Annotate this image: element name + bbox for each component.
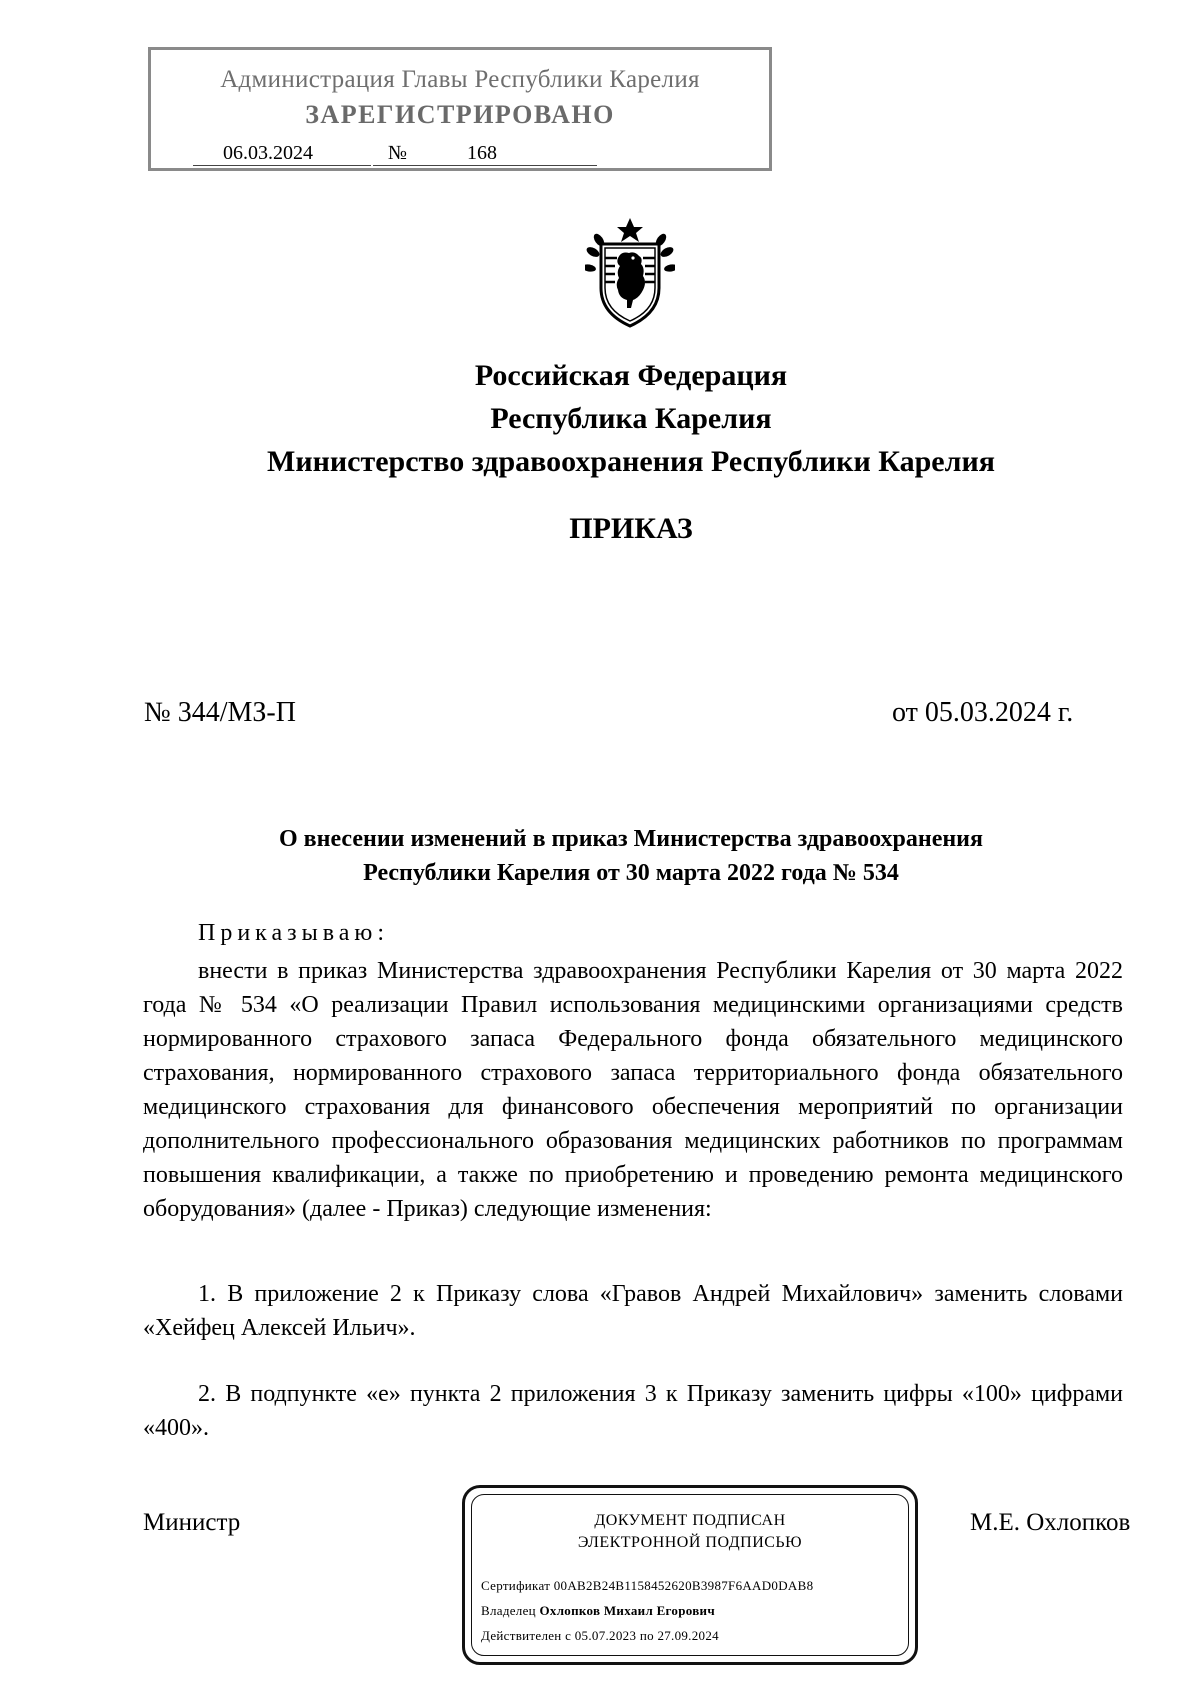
registration-number: 168 xyxy=(467,142,497,164)
order-item-1: 1. В приложение 2 к Приказу слова «Гравов Андрей Михайлович» заменить словами «Хейфец Алексей Ильич». xyxy=(143,1281,1123,1341)
esig-valid-to-label: по xyxy=(639,1628,654,1643)
esig-owner-label: Владелец xyxy=(481,1603,536,1618)
order-item-2: 2. В подпункте «е» пункта 2 приложения 3 к Приказу заменить цифры «100» цифрами «400». xyxy=(143,1381,1123,1441)
esig-valid-to: 27.09.2024 xyxy=(657,1628,719,1643)
document-type: ПРИКАЗ xyxy=(569,512,693,545)
header-ministry: Министерство здравоохранения Республики Карелия xyxy=(267,445,995,478)
header-country: Российская Федерация xyxy=(474,359,788,392)
registration-stamp xyxy=(148,47,772,171)
esig-certificate-label: Сертификат xyxy=(481,1578,551,1593)
esig-owner xyxy=(481,1603,715,1619)
esig-valid-from: 05.07.2023 xyxy=(574,1628,637,1643)
registration-date: 06.03.2024 xyxy=(223,142,313,164)
esig-owner-value: Охлопков Михаил Егорович xyxy=(539,1603,715,1618)
order-main-paragraph: внести в приказ Министерства здравоохранения Республики Карелия от 30 марта 2022 года № 534 «О реализации Правил использования медицинскими организациями средств нормированного страхового запаса Федерального фонда обязательного медицинского страхования, нормированного страхового запаса территориального фонда обязательного медицинского страхования для финансового обеспечения мероприятий по организации дополнительного профессионального образования медицинских работников по программам повышения квалификации, а также по приобретению и проведению ремонта медицинского оборудования» (далее - Приказ) следующие изменения: xyxy=(143,958,1123,1222)
document-date: от 05.03.2024 г. xyxy=(892,697,1074,728)
registration-number-field xyxy=(407,142,597,166)
registration-authority: Администрация Главы Республики Карелия xyxy=(220,66,700,93)
esig-title-line-1: ДОКУМЕНТ ПОДПИСАН xyxy=(594,1512,786,1529)
document-number: № 344/МЗ-П xyxy=(144,697,296,728)
document-subject xyxy=(0,822,1200,890)
esig-validity xyxy=(481,1628,719,1644)
signatory-name: М.Е. Охлопков xyxy=(970,1509,1131,1536)
subject-line-1: О внесении изменений в приказ Министерства здравоохранения xyxy=(278,826,983,852)
esig-valid-label: Действителен с xyxy=(481,1628,572,1643)
order-word: Приказываю: xyxy=(198,920,389,946)
electronic-signature-stamp xyxy=(462,1485,918,1665)
registration-number-sign: № xyxy=(373,142,407,166)
esig-certificate xyxy=(481,1578,813,1594)
coat-of-arms-icon xyxy=(585,218,675,328)
registration-status: ЗАРЕГИСТРИРОВАНО xyxy=(305,100,615,129)
signatory-title: Министр xyxy=(143,1509,241,1536)
subject-line-2: Республики Карелия от 30 марта 2022 года № 534 xyxy=(363,860,899,886)
esig-certificate-value: 00AB2B24B1158452620B3987F6AAD0DAB8 xyxy=(553,1578,814,1593)
registration-date-field xyxy=(193,142,371,166)
header-region: Республика Карелия xyxy=(490,402,772,435)
esig-title-line-2: ЭЛЕКТРОННОЙ ПОДПИСЬЮ xyxy=(577,1534,803,1551)
